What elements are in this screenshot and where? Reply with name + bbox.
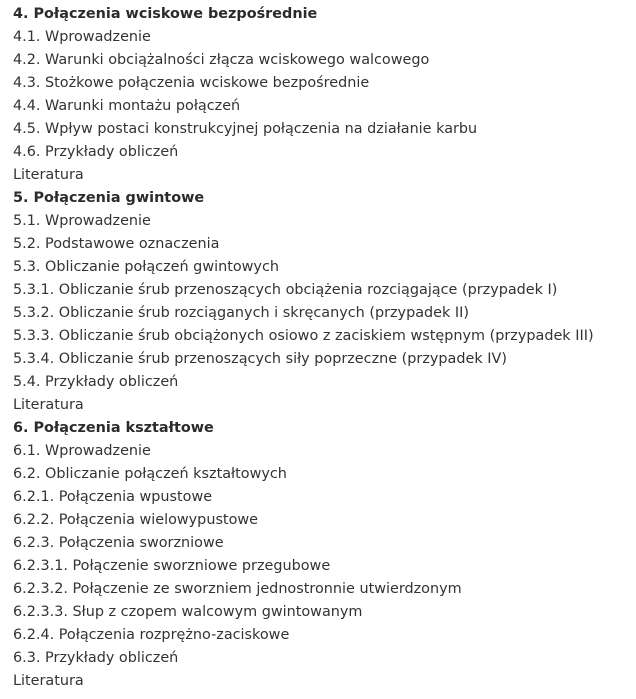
toc-entry: 6.2.3.1. Połączenie sworzniowe przegubowe — [13, 558, 331, 574]
toc-entry: 6.2.2. Połączenia wielowypustowe — [13, 512, 259, 528]
toc-entry: 6.2.3.3. Słup z czopem walcowym gwintowanym — [13, 604, 363, 620]
toc-entry: 4.2. Warunki obciążalności złącza wciskowego walcowego — [13, 52, 430, 68]
toc-entry: 4.4. Warunki montażu połączeń — [13, 98, 241, 114]
toc-entry: 6.3. Przykłady obliczeń — [13, 650, 179, 666]
toc-entry: 4.3. Stożkowe połączenia wciskowe bezpośrednie — [13, 75, 370, 91]
toc-entry: 5.3. Obliczanie połączeń gwintowych — [13, 259, 279, 275]
chapter-heading: 5. Połączenia gwintowe — [13, 190, 205, 206]
toc-entry: 5.4. Przykłady obliczeń — [13, 374, 179, 390]
toc-entry: 6.1. Wprowadzenie — [13, 443, 151, 459]
table-of-contents — [13, 3, 594, 693]
toc-entry: 5.3.1. Obliczanie śrub przenoszących obciążenia rozciągające (przypadek I) — [13, 282, 558, 298]
toc-entry: 4.5. Wpływ postaci konstrukcyjnej połączenia na działanie karbu — [13, 121, 478, 137]
toc-entry: 6.2.3.2. Połączenie ze sworzniem jednostronnie utwierdzonym — [13, 581, 462, 597]
toc-entry: 4.1. Wprowadzenie — [13, 29, 151, 45]
toc-entry-literature: Literatura — [13, 167, 84, 183]
toc-entry: 5.3.4. Obliczanie śrub przenoszących siły poprzeczne (przypadek IV) — [13, 351, 507, 367]
toc-entry: 4.6. Przykłady obliczeń — [13, 144, 179, 160]
chapter-heading: 4. Połączenia wciskowe bezpośrednie — [13, 6, 318, 22]
toc-entry: 6.2. Obliczanie połączeń kształtowych — [13, 466, 287, 482]
toc-entry: 6.2.4. Połączenia rozprężno-zaciskowe — [13, 627, 290, 643]
toc-entry: 5.2. Podstawowe oznaczenia — [13, 236, 220, 252]
toc-entry-literature: Literatura — [13, 673, 84, 689]
chapter-heading: 6. Połączenia kształtowe — [13, 420, 214, 436]
toc-entry: 5.1. Wprowadzenie — [13, 213, 151, 229]
toc-entry: 5.3.3. Obliczanie śrub obciążonych osiowo z zaciskiem wstępnym (przypadek III) — [13, 328, 594, 344]
toc-entry: 6.2.1. Połączenia wpustowe — [13, 489, 213, 505]
toc-entry: 5.3.2. Obliczanie śrub rozciąganych i skręcanych (przypadek II) — [13, 305, 470, 321]
toc-entry-literature: Literatura — [13, 397, 84, 413]
toc-entry: 6.2.3. Połączenia sworzniowe — [13, 535, 224, 551]
